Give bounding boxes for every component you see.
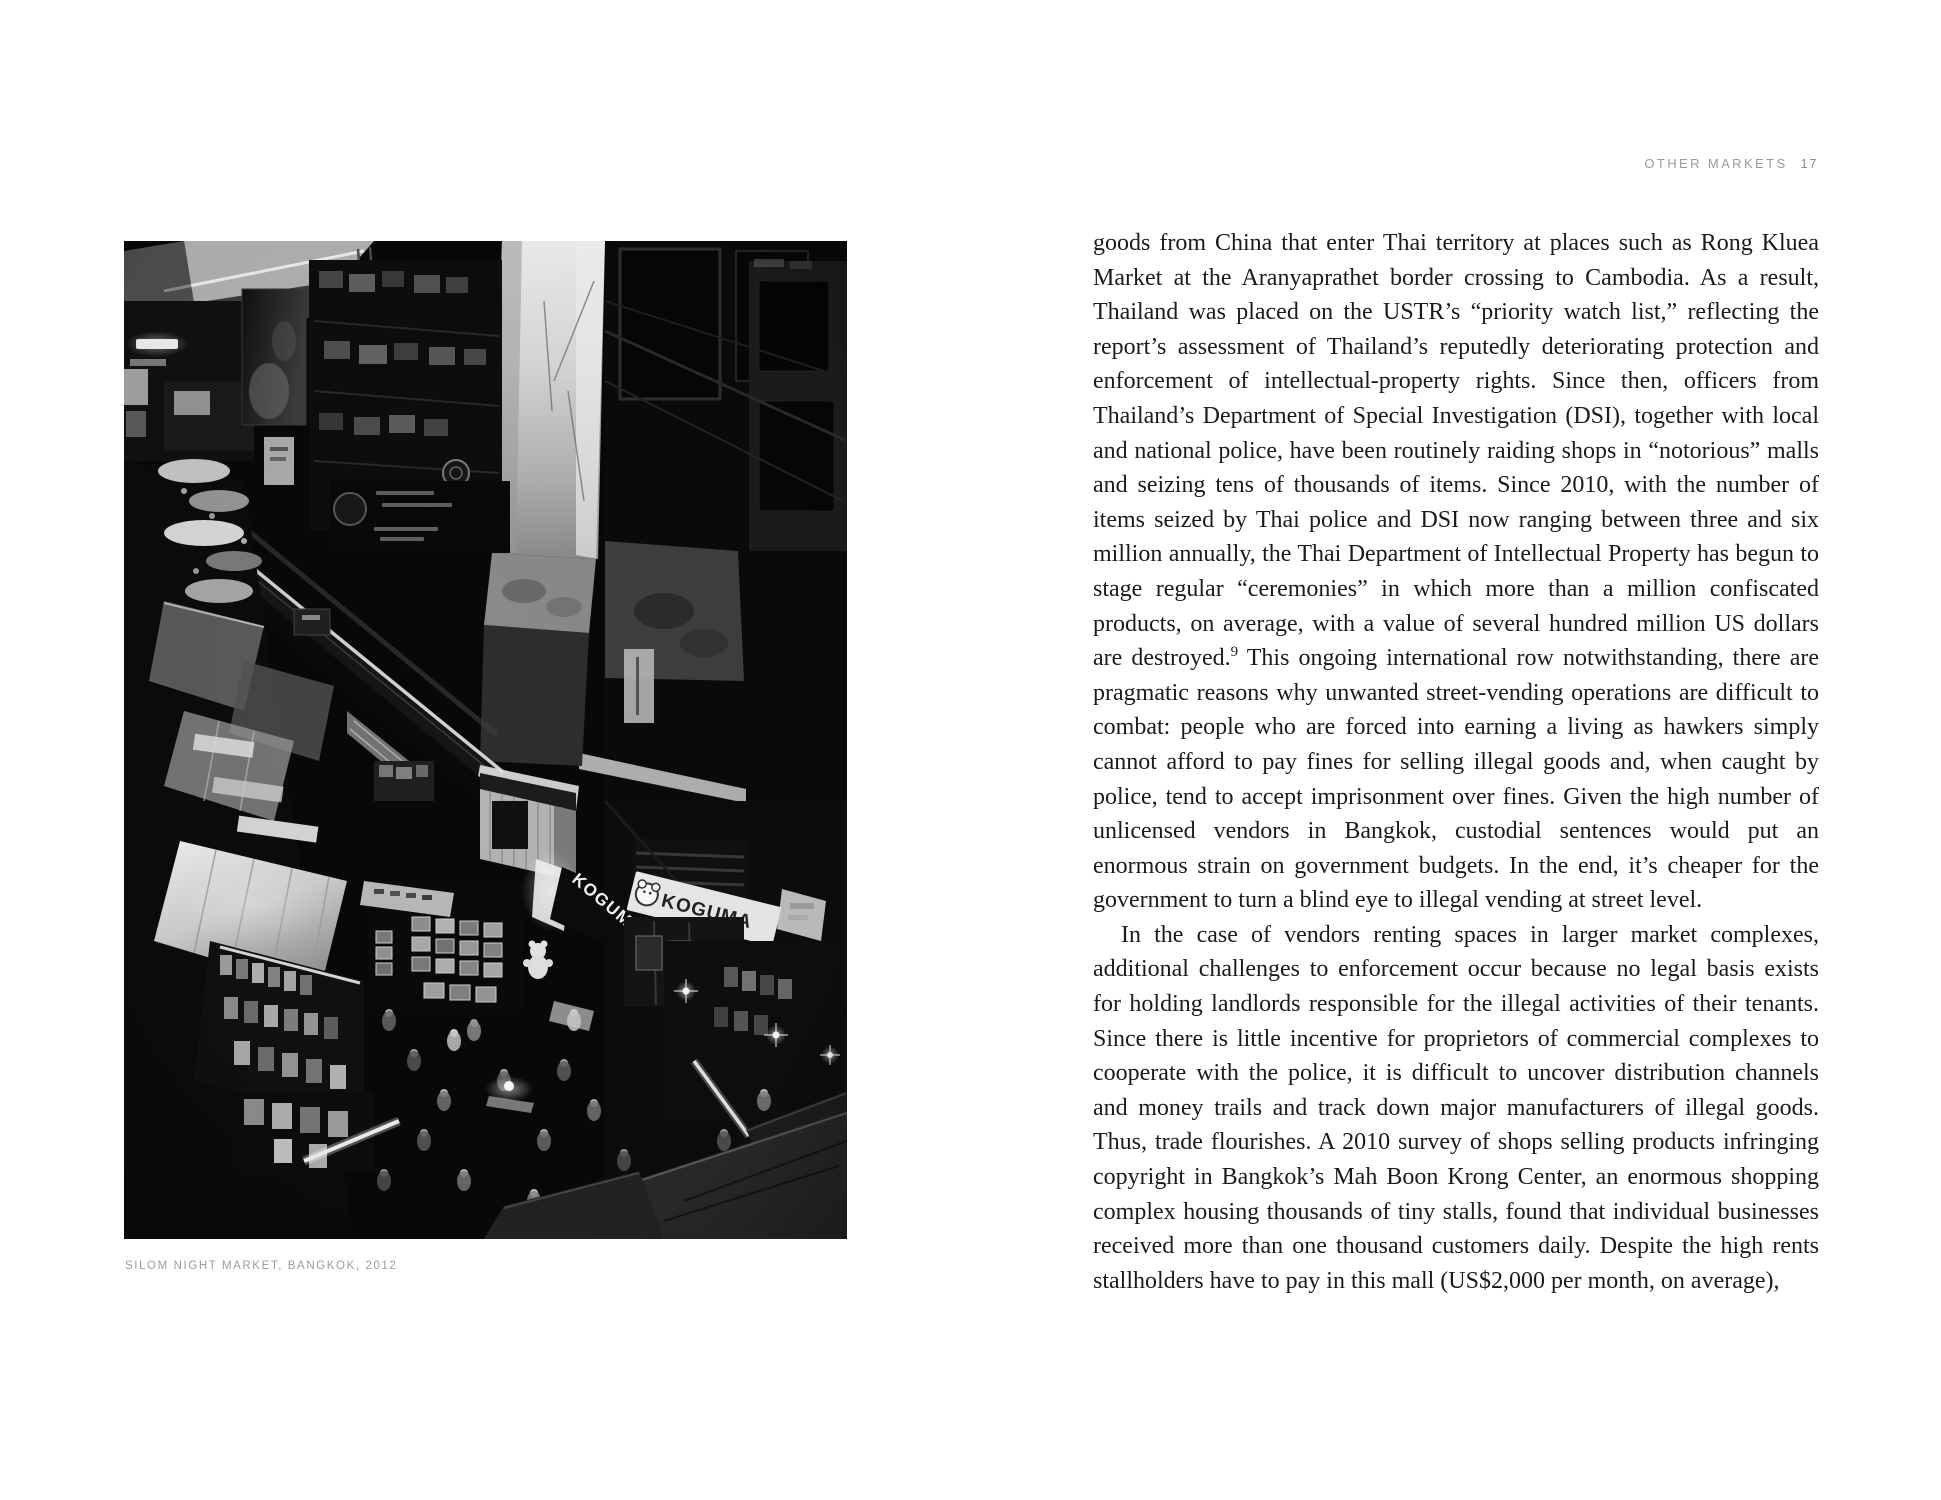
running-head — [0, 156, 1818, 171]
paragraph-1 — [1093, 226, 1819, 918]
page-number: 17 — [1800, 156, 1818, 171]
running-head-section: OTHER MARKETS — [1644, 156, 1788, 171]
photo-caption: SILOM NIGHT MARKET, BANGKOK, 2012 — [125, 1260, 398, 1272]
paragraph-1-continued: This ongoing international row notwithstanding, there are pragmatic reasons why unwanted street-vending operations are difficult to combat: people who are forced into earning a living as hawkers simply cannot afford to pay fines for selling illegal goods and, when caught by police, tend to accept imprisonment over fines. Given the high number of unlicensed vendors in Bangkok, custodial sentences would put an enormous strain on government budgets. In the end, it’s cheaper for the government to turn a blind eye to illegal vending at street level. — [1093, 645, 1819, 914]
paragraph-1-text: goods from China that enter Thai territory at places such as Rong Kluea Market at the Aranyaprathet border crossing to Cambodia. As a result, Thailand was placed on the USTR’s “priority watch list,” reflecting the report’s assessment of Thailand’s reputedly deteriorating protection and enforcement of intellectual-property rights. Since then, officers from Thailand’s Department of Special Investigation (DSI), together with local and national police, have been routinely raiding shops in “notorious” malls and seizing tens of thousands of items. Since 2010, with the number of items seized by Thai police and DSI now ranging between three and six million annually, the Thai Department of Intellectual Property has begun to stage regular “ceremonies” in which more than a million confiscated products, on average, with a value of several hundred million US dollars are destroyed. — [1093, 230, 1819, 672]
paragraph-2: In the case of vendors renting spaces in larger market complexes, additional challenges to enforcement occur because no legal basis exists for holding landlords responsible for the illegal activities of their tenants. Since there is little incentive for proprietors of commercial complexes to cooperate with the police, it is difficult to uncover distribution channels and money trails and track down major manufacturers of illegal goods. Thus, trade flourishes. A 2010 survey of shops selling products infringing copyright in Bangkok’s Mah Boon Krong Center, an enormous shopping complex housing thousands of tiny stalls, found that individual businesses received more than one thousand customers daily. Despite the high rents stallholders have to pay in this mall (US$2,000 per month, on average), — [1093, 921, 1819, 1294]
night-market-photo-illustration — [124, 241, 847, 1239]
footnote-ref: 9 — [1230, 644, 1239, 661]
body-text — [1093, 226, 1819, 1298]
photo-silom-night-market — [124, 241, 847, 1239]
